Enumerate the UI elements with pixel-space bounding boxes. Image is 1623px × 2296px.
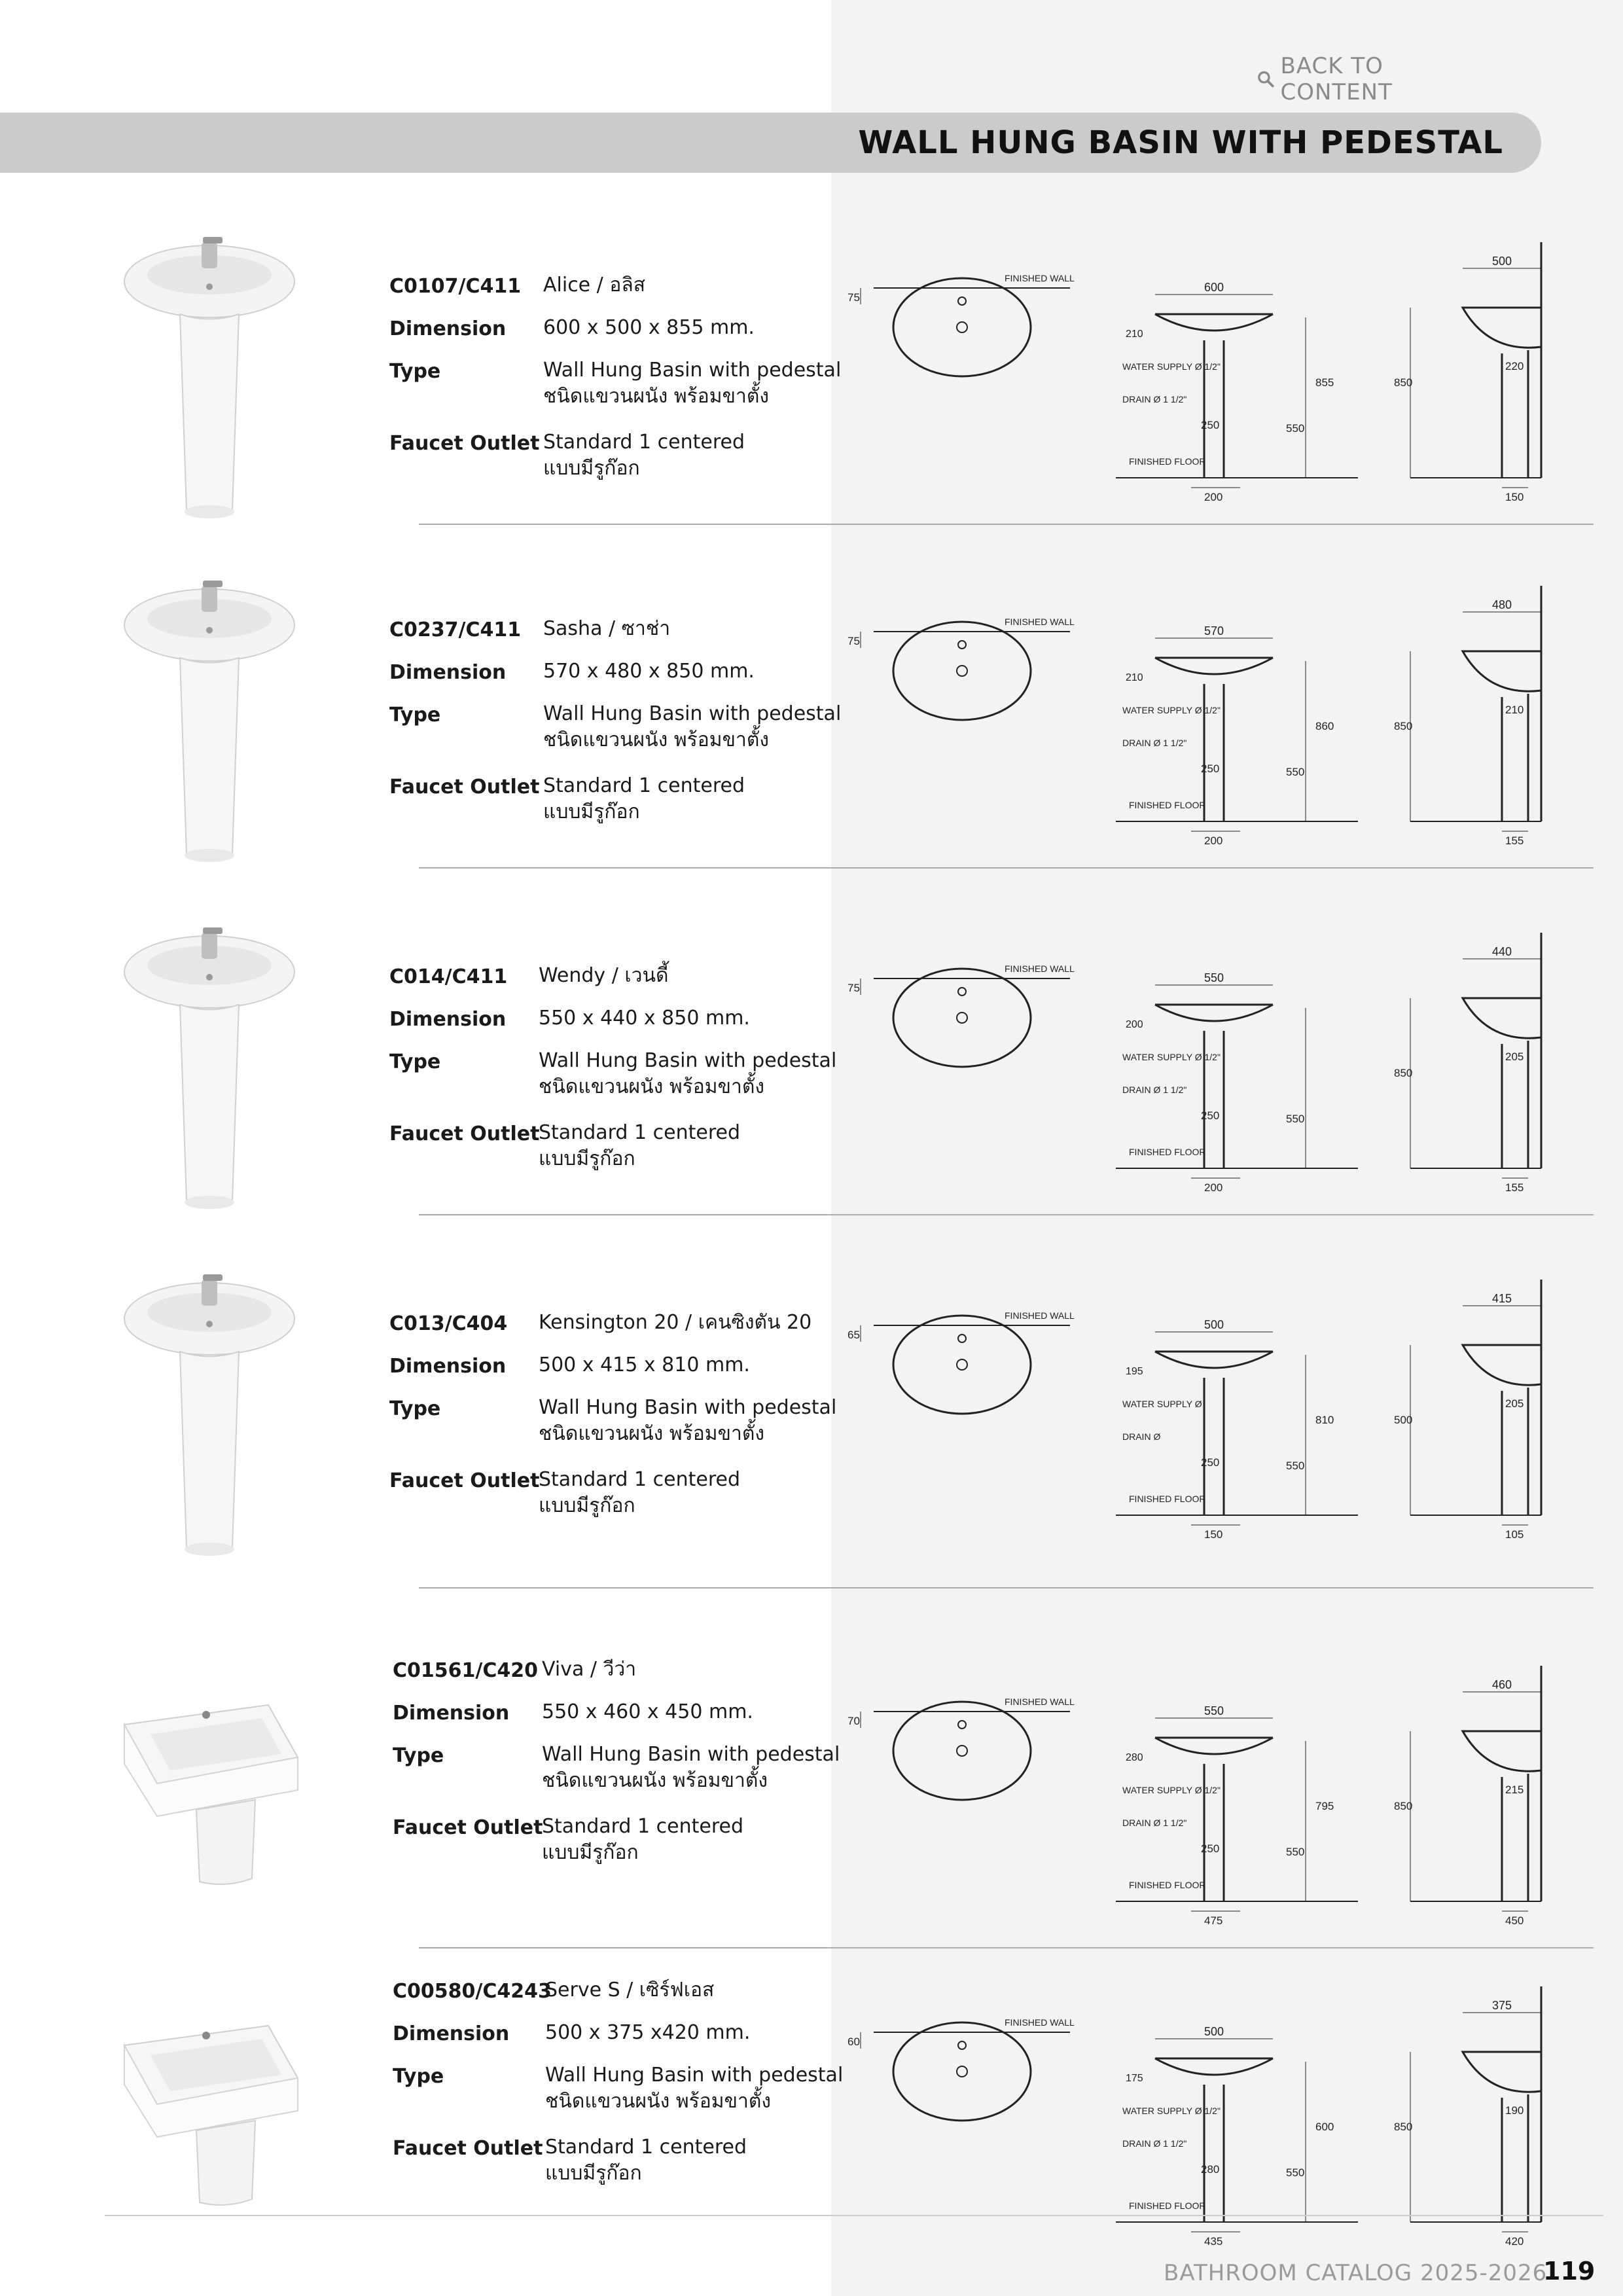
product-name: Viva / วีว่า [542,1658,637,1681]
side-offset-dim: 220 [1505,360,1524,372]
type-value-en: Wall Hung Basin with pedestal [545,2064,844,2087]
type-label: Type [393,2065,444,2088]
product-divider [419,1587,1594,1588]
finished-wall-label: FINISHED WALL [1005,2017,1075,2028]
drain-label: DRAIN Ø 1 1/2" [1122,1818,1187,1828]
technical-drawing [847,229,1600,504]
product-code: C01561/C420 [393,1659,538,1682]
product-code: C013/C404 [389,1312,508,1335]
drain-height-dim: 250 [1201,1109,1220,1122]
drain-height-dim: 250 [1201,1842,1220,1855]
side-offset-dim: 190 [1505,2104,1524,2117]
pedestal-side-dim: 155 [1505,1181,1524,1194]
side-offset-dim: 205 [1505,1397,1524,1410]
drain-height-dim: 250 [1201,419,1220,431]
product-divider [419,1214,1594,1215]
faucet-label: Faucet Outlet [393,1816,543,1839]
faucet-value-en: Standard 1 centered [542,1815,743,1838]
faucet-value-en: Standard 1 centered [545,2136,747,2159]
back-to-content-link[interactable] [1257,53,1492,105]
water-supply-label: WATER SUPPLY Ø 1/2" [1122,361,1221,372]
technical-drawing [847,1973,1600,2248]
basin-depth-dim: 375 [1492,1999,1512,2012]
overall-height-dim: 795 [1315,1800,1334,1812]
product-name: Kensington 20 / เคนซิงตัน 20 [539,1311,812,1334]
product-name: Wendy / เวนดี้ [539,964,669,987]
faucet-label: Faucet Outlet [393,2137,543,2160]
product-code: C00580/C4243 [393,1980,552,2003]
pedestal-side-dim: 105 [1505,1528,1524,1541]
type-label: Type [389,1397,441,1420]
finished-floor-label: FINISHED FLOOR [1129,456,1206,467]
product-photo [111,926,308,1214]
dimension-value: 570 x 480 x 850 mm. [543,660,755,683]
back-to-content-label: BACK TO CONTENT [1280,53,1393,105]
side-offset-dim: 215 [1505,1784,1524,1796]
type-value-th: ชนิดแขวนผนัง พร้อมขาตั้ง [542,1769,768,1792]
top-offset-dim: 75 [847,291,860,304]
total-height-dim: 850 [1394,2121,1413,2133]
dimension-value: 500 x 375 x420 mm. [545,2021,751,2044]
pedestal-base-dim: 200 [1204,491,1223,503]
finished-wall-label: FINISHED WALL [1005,1696,1075,1707]
basin-width-dim: 600 [1204,281,1224,294]
pedestal-base-dim: 200 [1204,1181,1223,1194]
finished-floor-label: FINISHED FLOOR [1129,1147,1206,1157]
product-photo [111,1653,308,1941]
technical-drawing [847,573,1600,848]
total-height-dim: 850 [1394,1067,1413,1079]
type-value-en: Wall Hung Basin with pedestal [539,1049,837,1072]
faucet-label: Faucet Outlet [389,1469,540,1492]
type-value-th: ชนิดแขวนผนัง พร้อมขาตั้ง [539,1422,764,1445]
product-photo [111,1973,308,2261]
basin-height-dim: 280 [1126,1752,1143,1763]
basin-width-dim: 550 [1204,971,1224,984]
technical-drawing [847,920,1600,1194]
product-divider [419,867,1594,869]
dimension-label: Dimension [389,1355,507,1378]
type-value-en: Wall Hung Basin with pedestal [543,702,842,725]
pedestal-side-dim: 150 [1505,491,1524,503]
dimension-label: Dimension [393,1702,510,1725]
dimension-value: 500 x 415 x 810 mm. [539,1354,750,1376]
top-offset-dim: 60 [847,2036,860,2048]
basin-depth-dim: 460 [1492,1678,1512,1691]
product-name: Sasha / ซาช่า [543,617,671,640]
basin-depth-dim: 500 [1492,255,1512,268]
type-label: Type [389,1050,441,1073]
water-supply-label: WATER SUPPLY Ø 1/2" [1122,1052,1221,1062]
basin-depth-dim: 440 [1492,945,1512,958]
footer-divider [105,2215,1603,2216]
finished-wall-label: FINISHED WALL [1005,273,1075,283]
finished-floor-label: FINISHED FLOOR [1129,800,1206,810]
drain-label: DRAIN Ø 1 1/2" [1122,2138,1187,2149]
pedestal-side-dim: 420 [1505,2235,1524,2248]
faucet-value-th: แบบมีรูก๊อก [542,1841,639,1864]
drain-label: DRAIN Ø [1122,1431,1161,1442]
faucet-value-th: แบบมีรูก๊อก [543,800,640,823]
catalog-name: BATHROOM CATALOG 2025-2026 [1164,2260,1548,2286]
total-height-dim: 850 [1394,376,1413,389]
type-value-th: ชนิดแขวนผนัง พร้อมขาตั้ง [543,385,769,408]
type-value-th: ชนิดแขวนผนัง พร้อมขาตั้ง [539,1075,764,1098]
product-photo [111,579,308,867]
type-value-en: Wall Hung Basin with pedestal [542,1743,840,1766]
supply-height-dim: 550 [1286,1113,1305,1125]
finished-floor-label: FINISHED FLOOR [1129,2200,1206,2211]
dimension-value: 550 x 440 x 850 mm. [539,1007,750,1030]
type-label: Type [389,360,441,383]
basin-height-dim: 210 [1126,329,1143,340]
product-photo [111,236,308,524]
drain-label: DRAIN Ø 1 1/2" [1122,394,1187,404]
product-code: C0237/C411 [389,619,522,641]
supply-height-dim: 550 [1286,2166,1305,2179]
title-bar [0,113,1541,173]
water-supply-label: WATER SUPPLY Ø 1/2" [1122,705,1221,715]
side-offset-dim: 205 [1505,1050,1524,1063]
dimension-label: Dimension [389,317,507,340]
water-supply-label: WATER SUPPLY Ø 1/2" [1122,2106,1221,2116]
pedestal-side-dim: 155 [1505,834,1524,847]
basin-width-dim: 500 [1204,1318,1224,1331]
basin-width-dim: 550 [1204,1704,1224,1717]
drain-label: DRAIN Ø 1 1/2" [1122,738,1187,748]
faucet-value-en: Standard 1 centered [543,431,745,454]
basin-width-dim: 570 [1204,624,1224,637]
type-label: Type [393,1744,444,1767]
product-name: Alice / อลิส [543,274,646,296]
finished-wall-label: FINISHED WALL [1005,963,1075,974]
basin-height-dim: 200 [1126,1019,1143,1030]
faucet-label: Faucet Outlet [389,432,540,455]
supply-height-dim: 550 [1286,766,1305,778]
technical-drawing [847,1653,1600,1928]
search-icon [1257,69,1275,89]
faucet-value-th: แบบมีรูก๊อก [545,2162,642,2185]
faucet-value-en: Standard 1 centered [539,1121,740,1144]
pedestal-base-dim: 435 [1204,2235,1223,2248]
page-title: WALL HUNG BASIN WITH PEDESTAL [858,124,1503,161]
finished-wall-label: FINISHED WALL [1005,617,1075,627]
supply-height-dim: 550 [1286,1460,1305,1472]
total-height-dim: 850 [1394,720,1413,732]
product-divider [419,1947,1594,1948]
side-offset-dim: 210 [1505,704,1524,716]
water-supply-label: WATER SUPPLY Ø 1/2" [1122,1785,1221,1795]
pedestal-side-dim: 450 [1505,1914,1524,1927]
basin-depth-dim: 415 [1492,1292,1512,1305]
supply-height-dim: 550 [1286,1846,1305,1858]
drain-height-dim: 250 [1201,762,1220,775]
supply-height-dim: 550 [1286,422,1305,435]
basin-depth-dim: 480 [1492,598,1512,611]
top-offset-dim: 70 [847,1715,860,1727]
overall-height-dim: 600 [1315,2121,1334,2133]
faucet-value-th: แบบมีรูก๊อก [539,1494,635,1517]
type-value-en: Wall Hung Basin with pedestal [539,1396,837,1419]
finished-wall-label: FINISHED WALL [1005,1310,1075,1321]
type-value-th: ชนิดแขวนผนัง พร้อมขาตั้ง [543,728,769,751]
product-name: Serve S / เซิร์ฟเอส [545,1979,715,2001]
finished-floor-label: FINISHED FLOOR [1129,1494,1206,1504]
product-code: C0107/C411 [389,275,522,298]
basin-height-dim: 175 [1126,2073,1143,2084]
dimension-label: Dimension [393,2022,510,2045]
faucet-value-th: แบบมีรูก๊อก [543,457,640,480]
overall-height-dim: 810 [1315,1414,1334,1426]
basin-height-dim: 210 [1126,672,1143,683]
total-height-dim: 500 [1394,1414,1413,1426]
product-divider [419,524,1594,525]
pedestal-base-dim: 475 [1204,1914,1223,1927]
total-height-dim: 850 [1394,1800,1413,1812]
faucet-value-en: Standard 1 centered [539,1468,740,1491]
technical-drawing [847,1266,1600,1541]
drain-height-dim: 280 [1201,2163,1220,2176]
overall-height-dim: 855 [1315,376,1334,389]
drain-height-dim: 250 [1201,1456,1220,1469]
type-value-th: ชนิดแขวนผนัง พร้อมขาตั้ง [545,2090,771,2113]
faucet-value-en: Standard 1 centered [543,774,745,797]
drain-label: DRAIN Ø 1 1/2" [1122,1085,1187,1095]
dimension-value: 600 x 500 x 855 mm. [543,316,755,339]
overall-height-dim: 860 [1315,720,1334,732]
dimension-label: Dimension [389,1008,507,1031]
page-number: 119 [1543,2257,1596,2286]
type-value-en: Wall Hung Basin with pedestal [543,359,842,382]
top-offset-dim: 75 [847,982,860,994]
dimension-label: Dimension [389,661,507,684]
product-code: C014/C411 [389,965,508,988]
pedestal-base-dim: 150 [1204,1528,1223,1541]
faucet-value-th: แบบมีรูก๊อก [539,1147,635,1170]
top-offset-dim: 65 [847,1329,860,1341]
pedestal-base-dim: 200 [1204,834,1223,847]
dimension-value: 550 x 460 x 450 mm. [542,1700,753,1723]
type-label: Type [389,704,441,726]
faucet-label: Faucet Outlet [389,1122,540,1145]
finished-floor-label: FINISHED FLOOR [1129,1880,1206,1890]
top-offset-dim: 75 [847,635,860,647]
basin-width-dim: 500 [1204,2025,1224,2038]
product-photo [111,1273,308,1561]
basin-height-dim: 195 [1126,1366,1143,1377]
water-supply-label: WATER SUPPLY Ø [1122,1399,1202,1409]
faucet-label: Faucet Outlet [389,776,540,798]
